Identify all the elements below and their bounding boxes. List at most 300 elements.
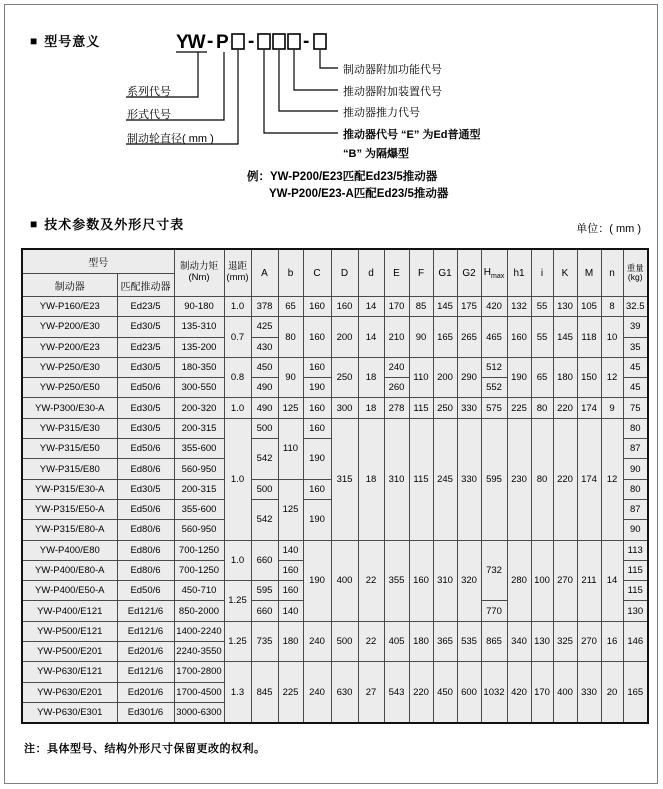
table-cell: 125 xyxy=(278,398,303,418)
cell-brake-model: YW-P315/E30-A xyxy=(22,479,117,499)
table-cell: 300 xyxy=(331,398,358,418)
table-cell: 190 xyxy=(507,357,531,398)
table-cell: 100 xyxy=(531,540,553,621)
table-cell: 130 xyxy=(531,621,553,662)
table-cell: 130 xyxy=(623,601,648,621)
table-cell: 225 xyxy=(278,662,303,723)
table-cell: 0.8 xyxy=(224,357,251,398)
column-header xyxy=(174,249,224,297)
table-cell: 146 xyxy=(623,621,648,662)
table-cell: 1.0 xyxy=(224,418,251,540)
table-cell: 85 xyxy=(409,297,433,317)
table-cell: 18 xyxy=(358,357,384,398)
table-cell: 14 xyxy=(358,317,384,358)
table-cell: 1.25 xyxy=(224,581,251,622)
table-cell: 55 xyxy=(531,297,553,317)
table-cell: 80 xyxy=(278,317,303,358)
table-cell: 174 xyxy=(577,398,601,418)
table-cell: 160 xyxy=(303,479,331,499)
table-cell: 278 xyxy=(384,398,409,418)
column-header: A xyxy=(251,249,278,297)
label-form-code: 形式代号 xyxy=(127,109,171,121)
table-cell: 220 xyxy=(553,418,577,540)
model-form-text: P xyxy=(216,32,228,53)
cell-brake-model: YW-P315/E30 xyxy=(22,418,117,438)
table-cell: 535 xyxy=(457,621,481,662)
column-header: h1 xyxy=(507,249,531,297)
table-cell: 270 xyxy=(577,621,601,662)
table-cell: 80 xyxy=(623,479,648,499)
table-cell: 9 xyxy=(601,398,623,418)
table-cell: Ed30/5 xyxy=(117,317,174,337)
table-cell: Ed80/6 xyxy=(117,540,174,560)
table-cell: 865 xyxy=(481,621,507,662)
header-line: 退距 xyxy=(227,261,247,273)
table-cell: 190 xyxy=(303,378,331,398)
column-header: i xyxy=(531,249,553,297)
table-cell: 174 xyxy=(577,418,601,540)
cell-brake-model: YW-P500/E201 xyxy=(22,642,117,662)
header-line: (Nm) xyxy=(188,272,210,283)
thruster-code-connector-line xyxy=(264,50,338,133)
table-cell: 145 xyxy=(433,297,457,317)
cell-brake-model: YW-P250/E50 xyxy=(22,378,117,398)
table-cell: 55 xyxy=(531,317,553,358)
table-cell: 175 xyxy=(457,297,481,317)
table-cell: Ed50/6 xyxy=(117,378,174,398)
table-cell: 140 xyxy=(278,601,303,621)
table-cell: 230 xyxy=(507,418,531,540)
table-cell: 700-1250 xyxy=(174,560,224,580)
cell-brake-model: YW-P630/E301 xyxy=(22,702,117,723)
table-row xyxy=(22,621,648,641)
column-header: K xyxy=(553,249,577,297)
table-cell: 180 xyxy=(553,357,577,398)
table-cell: 170 xyxy=(384,297,409,317)
table-cell: 560-950 xyxy=(174,520,224,540)
table-cell: 211 xyxy=(577,540,601,621)
table-cell: Ed121/6 xyxy=(117,662,174,682)
table-cell: 18 xyxy=(358,398,384,418)
table-cell: 355-600 xyxy=(174,499,224,519)
cell-brake-model: YW-P315/E50-A xyxy=(22,499,117,519)
table-cell: 165 xyxy=(623,662,648,723)
table-cell: Ed301/6 xyxy=(117,702,174,723)
table-cell: Ed80/6 xyxy=(117,459,174,479)
table-cell: 32.5 xyxy=(623,297,648,317)
table-cell: 1.0 xyxy=(224,398,251,418)
table-cell: 1.0 xyxy=(224,540,251,581)
table-cell: 500 xyxy=(251,479,278,499)
table-cell: 87 xyxy=(623,499,648,519)
column-header xyxy=(623,249,648,297)
table-cell: 552 xyxy=(481,378,507,398)
table-cell: 14 xyxy=(358,297,384,317)
table-row xyxy=(22,418,648,438)
model-code-diagram xyxy=(0,0,663,210)
example-line-2: YW-P200/E23-A匹配Ed23/5推动器 xyxy=(269,188,449,200)
label-brake-function-code: 制动器附加功能代号 xyxy=(343,64,442,76)
column-header: 型号 xyxy=(22,249,174,274)
table-cell: 115 xyxy=(409,398,433,418)
table-cell: 500 xyxy=(331,621,358,662)
table-cell: 110 xyxy=(278,418,303,479)
table-cell: Ed30/5 xyxy=(117,418,174,438)
table-cell: 125 xyxy=(278,479,303,540)
table-cell: 330 xyxy=(457,398,481,418)
table-cell: 630 xyxy=(331,662,358,723)
table-cell: 80 xyxy=(623,418,648,438)
table-cell: 450-710 xyxy=(174,581,224,601)
table-cell: 365 xyxy=(433,621,457,662)
table-cell: 20 xyxy=(601,662,623,723)
table-cell: 490 xyxy=(251,378,278,398)
table-cell: 330 xyxy=(457,418,481,540)
table-cell: 1700-4500 xyxy=(174,682,224,702)
hmax-sub: max xyxy=(491,272,505,280)
table-row xyxy=(22,357,648,377)
label-series-code: 系列代号 xyxy=(127,86,171,98)
model-series-text: YW xyxy=(176,32,205,53)
table-cell: 1032 xyxy=(481,662,507,723)
table-cell: 22 xyxy=(358,540,384,621)
table-cell: 542 xyxy=(251,439,278,480)
cell-brake-model: YW-P315/E80 xyxy=(22,459,117,479)
table-row xyxy=(22,317,648,337)
column-header: G2 xyxy=(457,249,481,297)
table-cell: 160 xyxy=(303,297,331,317)
table-cell: 90 xyxy=(623,459,648,479)
table-cell: 595 xyxy=(481,418,507,540)
table-cell: 80 xyxy=(531,398,553,418)
table-cell: 105 xyxy=(577,297,601,317)
table-cell: Ed80/6 xyxy=(117,520,174,540)
table-cell: 22 xyxy=(358,621,384,662)
table-cell: Ed50/6 xyxy=(117,499,174,519)
cell-brake-model: YW-P315/E80-A xyxy=(22,520,117,540)
table-cell: 850-2000 xyxy=(174,601,224,621)
table-cell: Ed23/5 xyxy=(117,337,174,357)
table-cell: 18 xyxy=(358,418,384,540)
cell-brake-model: YW-P200/E30 xyxy=(22,317,117,337)
table-cell: 160 xyxy=(409,540,433,621)
table-cell: 12 xyxy=(601,357,623,398)
table-cell: 3000-6300 xyxy=(174,702,224,723)
code-box-attachment xyxy=(288,34,300,49)
table-cell: 180-350 xyxy=(174,357,224,377)
cell-brake-model: YW-P630/E121 xyxy=(22,662,117,682)
table-cell: 200-315 xyxy=(174,479,224,499)
table-cell: 115 xyxy=(409,418,433,540)
table-row xyxy=(22,398,648,418)
table-cell: 115 xyxy=(623,581,648,601)
table-cell: 165 xyxy=(433,317,457,358)
cell-brake-model: YW-P250/E30 xyxy=(22,357,117,377)
header-line: (mm) xyxy=(226,272,249,283)
table-cell: 355 xyxy=(384,540,409,621)
cell-brake-model: YW-P160/E23 xyxy=(22,297,117,317)
cell-brake-model: YW-P400/E50-A xyxy=(22,581,117,601)
table-cell: 325 xyxy=(553,621,577,662)
table-cell: 135-310 xyxy=(174,317,224,337)
table-cell: 245 xyxy=(433,418,457,540)
table-cell: 1.3 xyxy=(224,662,251,723)
table-cell: 265 xyxy=(457,317,481,358)
table-cell: 160 xyxy=(303,398,331,418)
header-row-1 xyxy=(22,249,648,274)
table-cell: 0.7 xyxy=(224,317,251,358)
header-line: 制动力矩 xyxy=(179,261,218,273)
table-cell: 160 xyxy=(303,357,331,377)
table-cell: 90 xyxy=(278,357,303,398)
label-thrust-code: 推动器推力代号 xyxy=(343,107,420,119)
table-cell: 35 xyxy=(623,337,648,357)
table-cell: 180 xyxy=(409,621,433,662)
table-cell: 405 xyxy=(384,621,409,662)
column-header xyxy=(224,249,251,297)
column-header: M xyxy=(577,249,601,297)
table-cell: 39 xyxy=(623,317,648,337)
cell-brake-model: YW-P300/E30-A xyxy=(22,398,117,418)
table-cell: Ed50/6 xyxy=(117,439,174,459)
table-cell: 14 xyxy=(601,540,623,621)
table-cell: 160 xyxy=(278,581,303,601)
table-cell: 1700-2800 xyxy=(174,662,224,682)
table-cell: 400 xyxy=(331,540,358,621)
label-thruster-code: 推动器代号 “E” 为Ed普通型 xyxy=(343,129,481,141)
table-cell: 660 xyxy=(251,601,278,621)
table-cell: 355-600 xyxy=(174,439,224,459)
table-cell: 660 xyxy=(251,540,278,581)
cell-brake-model: YW-P400/E80-A xyxy=(22,560,117,580)
table-cell: 190 xyxy=(303,439,331,480)
table-cell: 378 xyxy=(251,297,278,317)
table-cell: 225 xyxy=(507,398,531,418)
column-header: F xyxy=(409,249,433,297)
table-cell: Ed201/6 xyxy=(117,682,174,702)
table-cell: 1.0 xyxy=(224,297,251,317)
table-cell: Ed30/5 xyxy=(117,479,174,499)
table-head xyxy=(22,249,648,297)
table-cell: 280 xyxy=(507,540,531,621)
table-cell: Ed80/6 xyxy=(117,560,174,580)
table-cell: Ed50/6 xyxy=(117,581,174,601)
section-title-spec-table xyxy=(30,214,184,233)
thrust-code-connector-line xyxy=(279,50,338,111)
table-cell: 240 xyxy=(303,662,331,723)
code-box-function xyxy=(314,34,326,49)
table-cell: 132 xyxy=(507,297,531,317)
model-dash-3: - xyxy=(303,31,309,52)
table-cell: 190 xyxy=(303,540,331,621)
table-cell: 340 xyxy=(507,621,531,662)
table-cell: 490 xyxy=(251,398,278,418)
table-cell: 575 xyxy=(481,398,507,418)
table-cell: 45 xyxy=(623,357,648,377)
table-cell: 430 xyxy=(251,337,278,357)
table-cell: 735 xyxy=(251,621,278,662)
table-cell: 400 xyxy=(553,662,577,723)
table-cell: 150 xyxy=(577,357,601,398)
table-cell: 65 xyxy=(531,357,553,398)
label-explosion-proof: “B” 为隔爆型 xyxy=(343,148,409,160)
spec-table xyxy=(21,248,649,724)
table-cell: 220 xyxy=(553,398,577,418)
table-row xyxy=(22,297,648,317)
table-cell: Ed201/6 xyxy=(117,642,174,662)
table-cell: 8 xyxy=(601,297,623,317)
table-cell: 170 xyxy=(531,662,553,723)
column-header-hmax xyxy=(481,249,507,297)
column-header: D xyxy=(331,249,358,297)
header-line: (kg) xyxy=(627,272,643,282)
table-cell: 190 xyxy=(303,499,331,540)
table-cell: 240 xyxy=(384,357,409,377)
column-header: 匹配推动器 xyxy=(117,274,174,297)
table-cell: 200-320 xyxy=(174,398,224,418)
column-header: G1 xyxy=(433,249,457,297)
model-dash-1: - xyxy=(207,31,213,52)
table-cell: 512 xyxy=(481,357,507,377)
cell-brake-model: YW-P315/E50 xyxy=(22,439,117,459)
table-cell: 770 xyxy=(481,601,507,621)
cell-brake-model: YW-P630/E201 xyxy=(22,682,117,702)
table-cell: 160 xyxy=(331,297,358,317)
square-bullet-icon: ■ xyxy=(30,216,39,231)
table-cell: 210 xyxy=(384,317,409,358)
table-cell: 115 xyxy=(623,560,648,580)
table-row xyxy=(22,662,648,682)
table-cell: 543 xyxy=(384,662,409,723)
table-cell: 2240-3550 xyxy=(174,642,224,662)
table-cell: 45 xyxy=(623,378,648,398)
code-box-thrust xyxy=(273,34,285,49)
square-bullet-icon: ■ xyxy=(30,33,39,48)
table-cell: 500 xyxy=(251,418,278,438)
cell-brake-model: YW-P200/E23 xyxy=(22,337,117,357)
table-cell: 465 xyxy=(481,317,507,358)
table-cell: 560-950 xyxy=(174,459,224,479)
table-row xyxy=(22,540,648,560)
table-cell: 90 xyxy=(409,317,433,358)
table-cell: 12 xyxy=(601,418,623,540)
table-cell: 250 xyxy=(331,357,358,398)
table-cell: 200 xyxy=(331,317,358,358)
table-cell: 300-550 xyxy=(174,378,224,398)
table-cell: 118 xyxy=(577,317,601,358)
cell-brake-model: YW-P400/E80 xyxy=(22,540,117,560)
example-line-1: 例：YW-P200/E23匹配Ed23/5推动器 xyxy=(247,171,438,183)
table-cell: 845 xyxy=(251,662,278,723)
table-cell: 10 xyxy=(601,317,623,358)
column-header: b xyxy=(278,249,303,297)
table-cell: 160 xyxy=(278,560,303,580)
table-cell: 90-180 xyxy=(174,297,224,317)
table-cell: 595 xyxy=(251,581,278,601)
table-cell: 180 xyxy=(278,621,303,662)
table-cell: 87 xyxy=(623,439,648,459)
table-cell: 90 xyxy=(623,520,648,540)
label-wheel-diameter: 制动轮直径( mm ) xyxy=(127,133,214,145)
hmax-base: H xyxy=(483,266,491,278)
table-cell: 260 xyxy=(384,378,409,398)
table-cell: 425 xyxy=(251,317,278,337)
table-cell: 1.25 xyxy=(224,621,251,662)
table-cell: 450 xyxy=(433,662,457,723)
table-cell: 200-315 xyxy=(174,418,224,438)
table-cell: 330 xyxy=(577,662,601,723)
table-cell: 420 xyxy=(481,297,507,317)
table-cell: 700-1250 xyxy=(174,540,224,560)
cell-brake-model: YW-P400/E121 xyxy=(22,601,117,621)
column-header: E xyxy=(384,249,409,297)
table-cell: 200 xyxy=(433,357,457,398)
table-cell: Ed30/5 xyxy=(117,398,174,418)
table-cell: 420 xyxy=(507,662,531,723)
table-cell: 310 xyxy=(433,540,457,621)
table-cell: 27 xyxy=(358,662,384,723)
table-cell: 113 xyxy=(623,540,648,560)
unit-label: 单位：( mm ) xyxy=(576,223,641,235)
table-cell: 160 xyxy=(303,418,331,438)
table-cell: 240 xyxy=(303,621,331,662)
table-cell: Ed23/5 xyxy=(117,297,174,317)
table-cell: 732 xyxy=(481,540,507,601)
table-cell: 320 xyxy=(457,540,481,621)
table-cell: 145 xyxy=(553,317,577,358)
table-cell: 160 xyxy=(303,317,331,358)
table-cell: 315 xyxy=(331,418,358,540)
table-cell: 130 xyxy=(553,297,577,317)
header-line: 重量 xyxy=(626,263,644,274)
column-header: n xyxy=(601,249,623,297)
table-cell: 80 xyxy=(531,418,553,540)
brake-function-connector-line xyxy=(320,50,338,68)
table-cell: 1400-2240 xyxy=(174,621,224,641)
table-cell: 160 xyxy=(507,317,531,358)
section2-label: 技术参数及外形尺寸表 xyxy=(44,217,185,232)
table-cell: 310 xyxy=(384,418,409,540)
table-body xyxy=(22,297,648,724)
table-cell: Ed121/6 xyxy=(117,601,174,621)
table-cell: 290 xyxy=(457,357,481,398)
table-cell: 140 xyxy=(278,540,303,560)
attachment-code-connector-line xyxy=(294,50,338,90)
table-cell: 270 xyxy=(553,540,577,621)
footnote: 注：具体型号、结构外形尺寸保留更改的权利。 xyxy=(24,743,266,755)
table-cell: 600 xyxy=(457,662,481,723)
table-cell: Ed30/5 xyxy=(117,357,174,377)
section1-label: 型号意义 xyxy=(44,34,101,49)
table-cell: 220 xyxy=(409,662,433,723)
table-cell: 65 xyxy=(278,297,303,317)
table-cell: 135-200 xyxy=(174,337,224,357)
table-cell: 16 xyxy=(601,621,623,662)
table-cell: 75 xyxy=(623,398,648,418)
table-cell: 250 xyxy=(433,398,457,418)
table-cell: 450 xyxy=(251,357,278,377)
column-header: C xyxy=(303,249,331,297)
column-header: 制动器 xyxy=(22,274,117,297)
cell-brake-model: YW-P500/E121 xyxy=(22,621,117,641)
table-cell: Ed121/6 xyxy=(117,621,174,641)
code-box-thruster xyxy=(258,34,270,49)
table-cell: 542 xyxy=(251,499,278,540)
model-dash-2: - xyxy=(248,31,254,52)
table-cell: 110 xyxy=(409,357,433,398)
column-header: d xyxy=(358,249,384,297)
label-attachment-code: 推动器附加装置代号 xyxy=(343,86,442,98)
